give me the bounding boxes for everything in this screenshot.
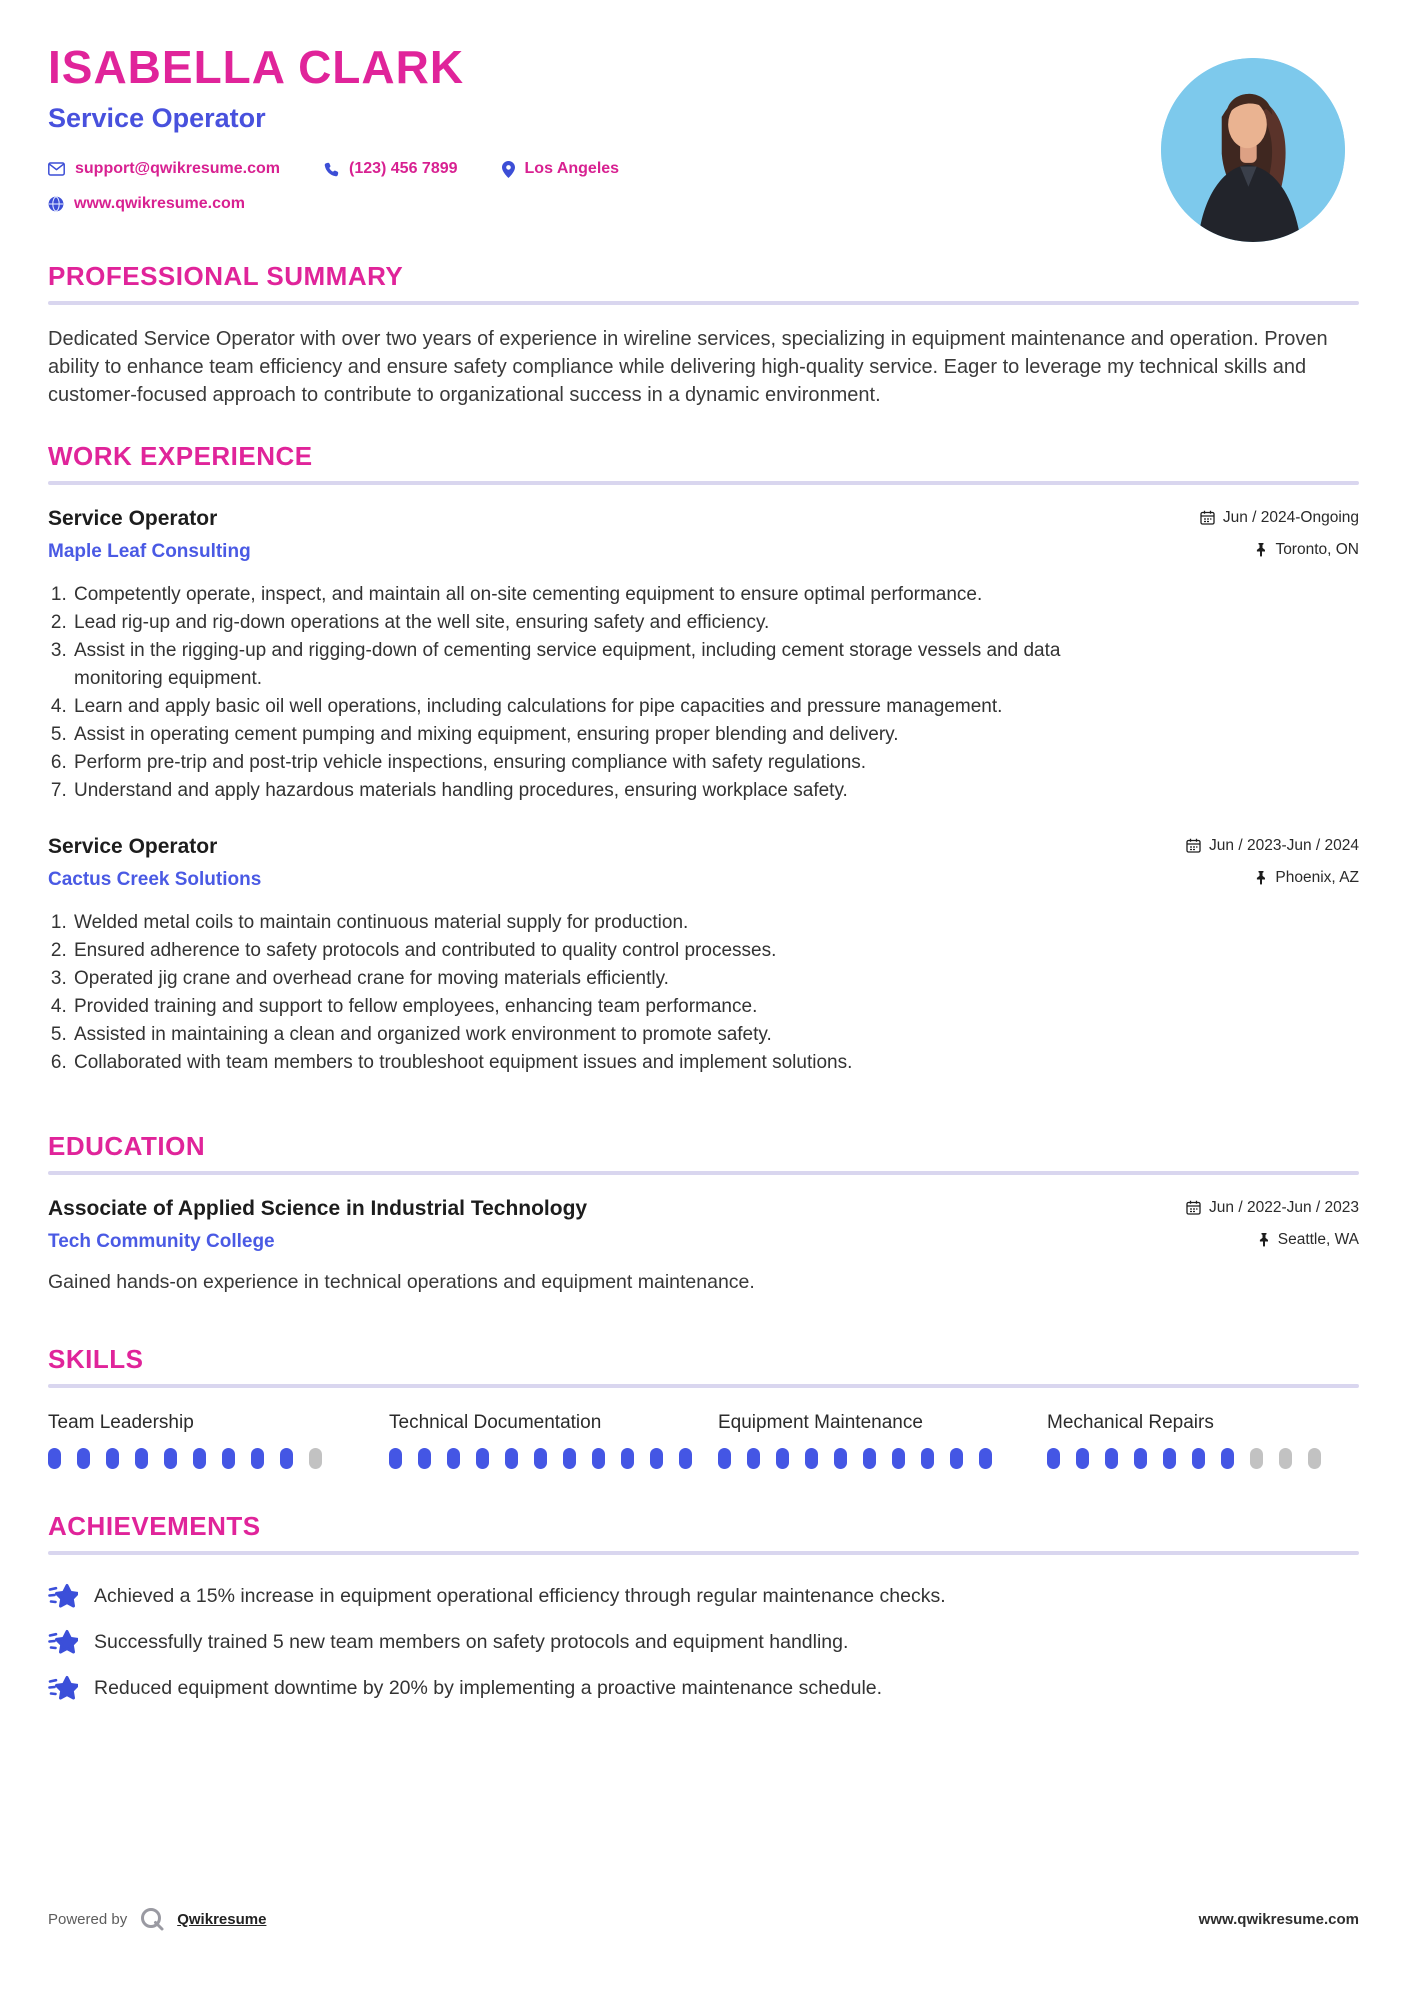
job-bullet: 5. Assisted in maintaining a clean and organized work environment to promote safety. [72,1021,1078,1049]
job-dates [1186,837,1359,855]
job-location-text: Phoenix, AZ [1275,869,1359,886]
skill-dot [447,1448,460,1469]
skill-dot [1105,1448,1118,1469]
contact-row-2 [48,195,1359,213]
skill-dot [222,1448,235,1469]
job-bullet-list [48,909,1078,1077]
section-skills [48,1346,1359,1469]
section-divider [48,481,1359,485]
pushpin-icon [1258,1233,1270,1247]
job-bullet: 4. Learn and apply basic oil well operations, including calculations for pipe capacities and pressure management. [72,693,1078,721]
job-location-text: Toronto, ON [1275,541,1359,558]
skill-dot [1134,1448,1147,1469]
achievement-text: Successfully trained 5 new team members on safety protocols and equipment handling. [94,1631,849,1653]
job-title: Service Operator [48,507,218,530]
section-heading: EDUCATION [48,1131,206,1161]
skill-dot [164,1448,177,1469]
email-text: support@qwikresume.com [75,160,280,177]
skill-label: Mechanical Repairs [1047,1412,1214,1433]
achievement-item [48,1581,1359,1611]
section-divider [48,1551,1359,1555]
education-location-text: Seattle, WA [1277,1231,1359,1248]
q-logo-icon [139,1906,165,1932]
skill-dot [476,1448,489,1469]
phone-link[interactable] [324,160,458,178]
profile-photo-illustration [1161,58,1345,242]
globe-icon [48,196,64,212]
education-location [1258,1231,1359,1249]
person-job-title: Service Operator [48,103,266,133]
profile-photo [1161,58,1345,242]
skill-dot [418,1448,431,1469]
email-link[interactable] [48,160,280,178]
skill-label: Technical Documentation [389,1412,602,1433]
achievement-list [48,1581,1359,1703]
skill-dot [534,1448,547,1469]
job-bullet: 2. Ensured adherence to safety protocols and contributed to quality control processes. [72,937,1078,965]
section-professional-summary [48,263,1359,409]
skill-rating-bar [389,1448,718,1469]
education-description: Gained hands-on experience in technical operations and equipment maintenance. [48,1271,755,1293]
achievement-item [48,1673,1359,1703]
section-education [48,1133,1359,1294]
section-divider [48,1384,1359,1388]
section-heading: ACHIEVEMENTS [48,1511,261,1541]
job-dates-text: Jun / 2024-Ongoing [1222,508,1359,526]
degree-title: Associate of Applied Science in Industrial Technology [48,1197,588,1220]
skill-dot [892,1448,905,1469]
skill-dot [389,1448,402,1469]
skill-dot [106,1448,119,1469]
skill-dot [77,1448,90,1469]
skill-dot [921,1448,934,1469]
shooting-star-icon [48,1674,78,1702]
pushpin-icon [1255,543,1267,557]
education-dates-text: Jun / 2022-Jun / 2023 [1209,1198,1359,1216]
job-bullet: 4. Provided training and support to fellow employees, enhancing team performance. [72,993,1078,1021]
school-name: Tech Community College [48,1231,275,1252]
skill-dot [1250,1448,1263,1469]
skill-rating-bar [1047,1448,1359,1469]
skill-dot [863,1448,876,1469]
skill-dot [1308,1448,1321,1469]
calendar-icon [1200,510,1215,525]
pushpin-icon [1255,871,1267,885]
section-work-experience [48,443,1359,1077]
footer-website: www.qwikresume.com [1198,1910,1359,1928]
skill-label: Equipment Maintenance [718,1412,923,1433]
summary-text: Dedicated Service Operator with over two years of experience in wireline services, specializing in equipment maintenance and operation. Proven ability to enhance team efficiency and ensure safety compliance while delivering high-quality service. Eager to leverage my technical skills and customer-focused approach to contribute to organizational success in a dynamic environment. [48,328,1328,406]
job-location [1255,869,1359,887]
section-heading: WORK EXPERIENCE [48,441,313,471]
job-bullet: 7. Understand and apply hazardous materials handling procedures, ensuring workplace safety. [72,777,1078,805]
skill-dot [621,1448,634,1469]
skill-dot [805,1448,818,1469]
job-bullet: 1. Welded metal coils to maintain continuous material supply for production. [72,909,1078,937]
education-dates [1186,1199,1359,1217]
skill-rating-bar [718,1448,1047,1469]
phone-text: (123) 456 7899 [348,160,458,177]
powered-by-label: Powered by [48,1910,128,1928]
skill-item [48,1412,389,1469]
skill-dot [1047,1448,1060,1469]
person-name: ISABELLA CLARK [48,41,465,93]
skill-dot [280,1448,293,1469]
job-entry [48,835,1359,1077]
achievement-text: Achieved a 15% increase in equipment operational efficiency through regular maintenance checks. [94,1585,946,1607]
page-footer [48,1906,1359,1932]
section-achievements [48,1513,1359,1703]
footer-branding [48,1906,266,1932]
skill-dot [718,1448,731,1469]
skill-dot [135,1448,148,1469]
skill-dot [1279,1448,1292,1469]
achievement-text: Reduced equipment downtime by 20% by implementing a proactive maintenance schedule. [94,1677,883,1699]
skill-dot [1076,1448,1089,1469]
skill-dot [650,1448,663,1469]
skill-dot [776,1448,789,1469]
skill-dot [747,1448,760,1469]
job-bullet: 1. Competently operate, inspect, and maintain all on-site cementing equipment to ensure optimal performance. [72,581,1078,609]
website-link[interactable] [48,195,245,213]
calendar-icon [1186,838,1201,853]
qwikresume-link[interactable]: Qwikresume [177,1910,267,1928]
location-item [502,160,620,178]
skill-dot [309,1448,322,1469]
shooting-star-icon [48,1582,78,1610]
job-entry [48,507,1359,805]
job-dates-text: Jun / 2023-Jun / 2024 [1209,836,1359,854]
phone-icon [324,162,339,177]
website-text: www.qwikresume.com [74,195,246,212]
section-heading: PROFESSIONAL SUMMARY [48,261,404,291]
skill-label: Team Leadership [48,1412,194,1433]
job-bullet: 2. Lead rig-up and rig-down operations at the well site, ensuring safety and efficiency. [72,609,1078,637]
skill-dot [1192,1448,1205,1469]
envelope-icon [48,162,65,176]
location-text: Los Angeles [524,160,620,177]
job-location [1255,541,1359,559]
shooting-star-icon [48,1628,78,1656]
skill-dot [679,1448,692,1469]
job-company: Cactus Creek Solutions [48,869,262,890]
skill-dot [979,1448,992,1469]
skill-dot [251,1448,264,1469]
skill-dot [834,1448,847,1469]
skill-dot [1221,1448,1234,1469]
job-bullet: 6. Collaborated with team members to troubleshoot equipment issues and implement solutions. [72,1049,1078,1077]
skill-item [718,1412,1047,1469]
job-dates [1200,509,1359,527]
skill-rating-bar [48,1448,389,1469]
section-divider [48,301,1359,305]
skill-item [389,1412,718,1469]
job-bullet: 3. Operated jig crane and overhead crane for moving materials efficiently. [72,965,1078,993]
skill-dot [950,1448,963,1469]
skill-dot [592,1448,605,1469]
skill-item [1047,1412,1359,1469]
job-company: Maple Leaf Consulting [48,541,251,562]
calendar-icon [1186,1200,1201,1215]
achievement-item [48,1627,1359,1657]
skill-dot [505,1448,518,1469]
section-heading: SKILLS [48,1344,144,1374]
job-bullet: 6. Perform pre-trip and post-trip vehicle inspections, ensuring compliance with safety regulations. [72,749,1078,777]
job-bullet: 5. Assist in operating cement pumping and mixing equipment, ensuring proper blending and delivery. [72,721,1078,749]
skill-dot [48,1448,61,1469]
map-pin-icon [502,161,515,178]
job-bullet: 3. Assist in the rigging-up and rigging-down of cementing service equipment, including cement storage vessels and data monitoring equipment. [72,637,1078,693]
skill-dot [193,1448,206,1469]
skill-dot [1163,1448,1176,1469]
job-bullet-list [48,581,1078,805]
job-title: Service Operator [48,835,218,858]
skill-dot [563,1448,576,1469]
skills-grid [48,1412,1359,1469]
